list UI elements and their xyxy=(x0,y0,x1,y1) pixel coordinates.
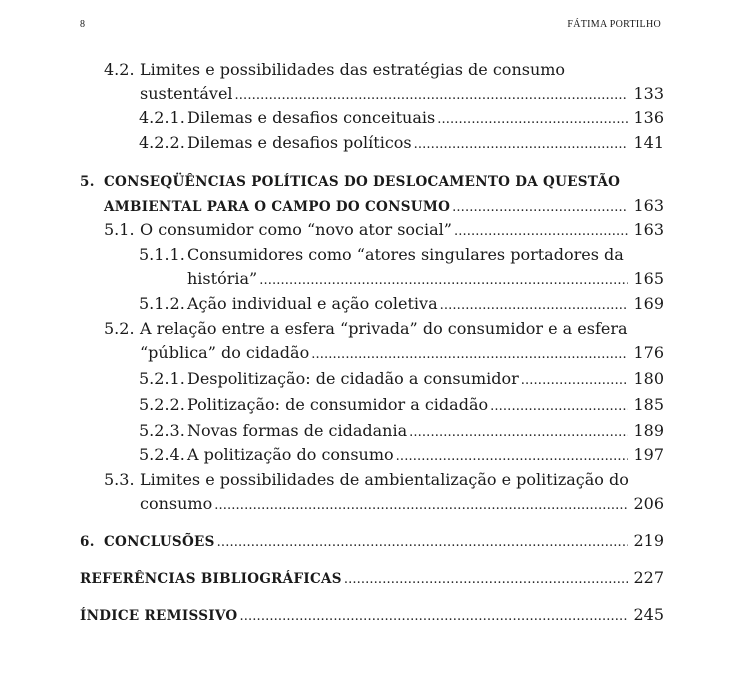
toc-number: 5.2.1. xyxy=(139,369,185,388)
toc-title: Despolitização: de cidadão a consumidor xyxy=(187,369,519,388)
toc-title: “pública” do cidadão xyxy=(140,343,310,362)
toc-title: história” xyxy=(187,269,258,288)
toc-page: 141 xyxy=(633,133,664,152)
leader-dots xyxy=(437,106,628,132)
toc-entry-5-1-1[interactable] xyxy=(139,243,664,293)
toc-entry-5-3[interactable] xyxy=(104,468,664,518)
toc-title: A relação entre a esfera “privada” do consumidor e a esfera xyxy=(140,319,628,338)
toc-page: 165 xyxy=(633,269,664,288)
leader-dots xyxy=(521,367,628,393)
toc-title: CONSEQÜÊNCIAS POLÍTICAS DO DESLOCAMENTO DA QUESTÃO xyxy=(104,174,621,190)
leader-dots xyxy=(396,443,628,469)
toc-page: 180 xyxy=(633,369,664,388)
toc-number: 5.2. xyxy=(104,319,135,338)
leader-dots xyxy=(409,419,628,445)
toc-page: 219 xyxy=(633,531,664,550)
leader-dots xyxy=(217,529,628,555)
running-header-author: FÁTIMA PORTILHO xyxy=(567,19,661,30)
leader-dots xyxy=(240,603,629,629)
toc-page: 163 xyxy=(633,220,664,239)
toc-chapter-5[interactable] xyxy=(80,170,664,220)
toc-entry-5-2-3[interactable] xyxy=(139,419,664,445)
leader-dots xyxy=(259,267,628,293)
toc-title: Politização: de consumidor a cidadão xyxy=(187,395,489,414)
toc-number: 6. xyxy=(80,534,95,550)
toc-title: ÍNDICE REMISSIVO xyxy=(80,608,238,624)
toc-entry-4-2-2[interactable] xyxy=(139,131,664,157)
toc-title: Dilemas e desafios políticos xyxy=(187,133,412,152)
toc-entry-5-1[interactable] xyxy=(104,218,664,244)
toc-title: Limites e possibilidades das estratégias de consumo xyxy=(140,60,566,79)
toc-page: 245 xyxy=(633,605,664,624)
toc-title: consumo xyxy=(140,494,213,513)
toc-number: 5.1.2. xyxy=(139,294,185,313)
toc-number: 5. xyxy=(80,174,95,190)
toc-title: Novas formas de cidadania xyxy=(187,421,408,440)
toc-references[interactable] xyxy=(80,566,664,592)
leader-dots xyxy=(311,341,628,367)
toc-number: 4.2. xyxy=(104,60,135,79)
toc-page: 227 xyxy=(633,568,664,587)
toc-title: Limites e possibilidades de ambientalização e politização do xyxy=(140,470,629,489)
toc-entry-5-1-2[interactable] xyxy=(139,292,664,318)
toc-title: O consumidor como “novo ator social” xyxy=(140,220,452,239)
toc-title: A politização do consumo xyxy=(187,445,394,464)
toc-page: 163 xyxy=(633,196,664,215)
toc-number: 5.1. xyxy=(104,220,135,239)
toc-number: 5.2.4. xyxy=(139,445,185,464)
leader-dots xyxy=(414,131,628,157)
toc-page: 176 xyxy=(633,343,664,362)
toc-entry-5-2-1[interactable] xyxy=(139,367,664,393)
toc-number: 4.2.2. xyxy=(139,133,185,152)
toc-page: 169 xyxy=(633,294,664,313)
toc-title: Ação individual e ação coletiva xyxy=(187,294,438,313)
toc-entry-5-2-4[interactable] xyxy=(139,443,664,469)
toc-number: 5.1.1. xyxy=(139,245,185,264)
toc-title: REFERÊNCIAS BIBLIOGRÁFICAS xyxy=(80,571,342,587)
toc-title: Consumidores como “atores singulares portadores da xyxy=(187,245,624,264)
toc-number: 5.3. xyxy=(104,470,135,489)
toc-page: 133 xyxy=(633,84,664,103)
leader-dots xyxy=(344,566,628,592)
leader-dots xyxy=(235,82,628,108)
toc-title: Dilemas e desafios conceituais xyxy=(187,108,436,127)
toc-number: 4.2.1. xyxy=(139,108,185,127)
toc-title: AMBIENTAL PARA O CAMPO DO CONSUMO xyxy=(104,199,451,215)
toc-chapter-6[interactable] xyxy=(80,529,664,555)
toc-entry-4-2[interactable] xyxy=(104,58,664,108)
toc-title: sustentável xyxy=(140,84,233,103)
toc-page: 189 xyxy=(633,421,664,440)
leader-dots xyxy=(214,492,628,518)
toc-entry-5-2[interactable] xyxy=(104,317,664,367)
toc-title: CONCLUSÕES xyxy=(104,534,215,550)
toc-page: 136 xyxy=(633,108,664,127)
toc-page: 197 xyxy=(633,445,664,464)
toc-entry-5-2-2[interactable] xyxy=(139,393,664,419)
toc-page: 206 xyxy=(633,494,664,513)
toc-number: 5.2.2. xyxy=(139,395,185,414)
leader-dots xyxy=(452,194,628,220)
leader-dots xyxy=(440,292,628,318)
toc-page: 185 xyxy=(633,395,664,414)
page-number: 8 xyxy=(80,19,85,30)
leader-dots xyxy=(454,218,628,244)
toc-number: 5.2.3. xyxy=(139,421,185,440)
toc-index[interactable] xyxy=(80,603,664,629)
toc-entry-4-2-1[interactable] xyxy=(139,106,664,132)
leader-dots xyxy=(490,393,628,419)
